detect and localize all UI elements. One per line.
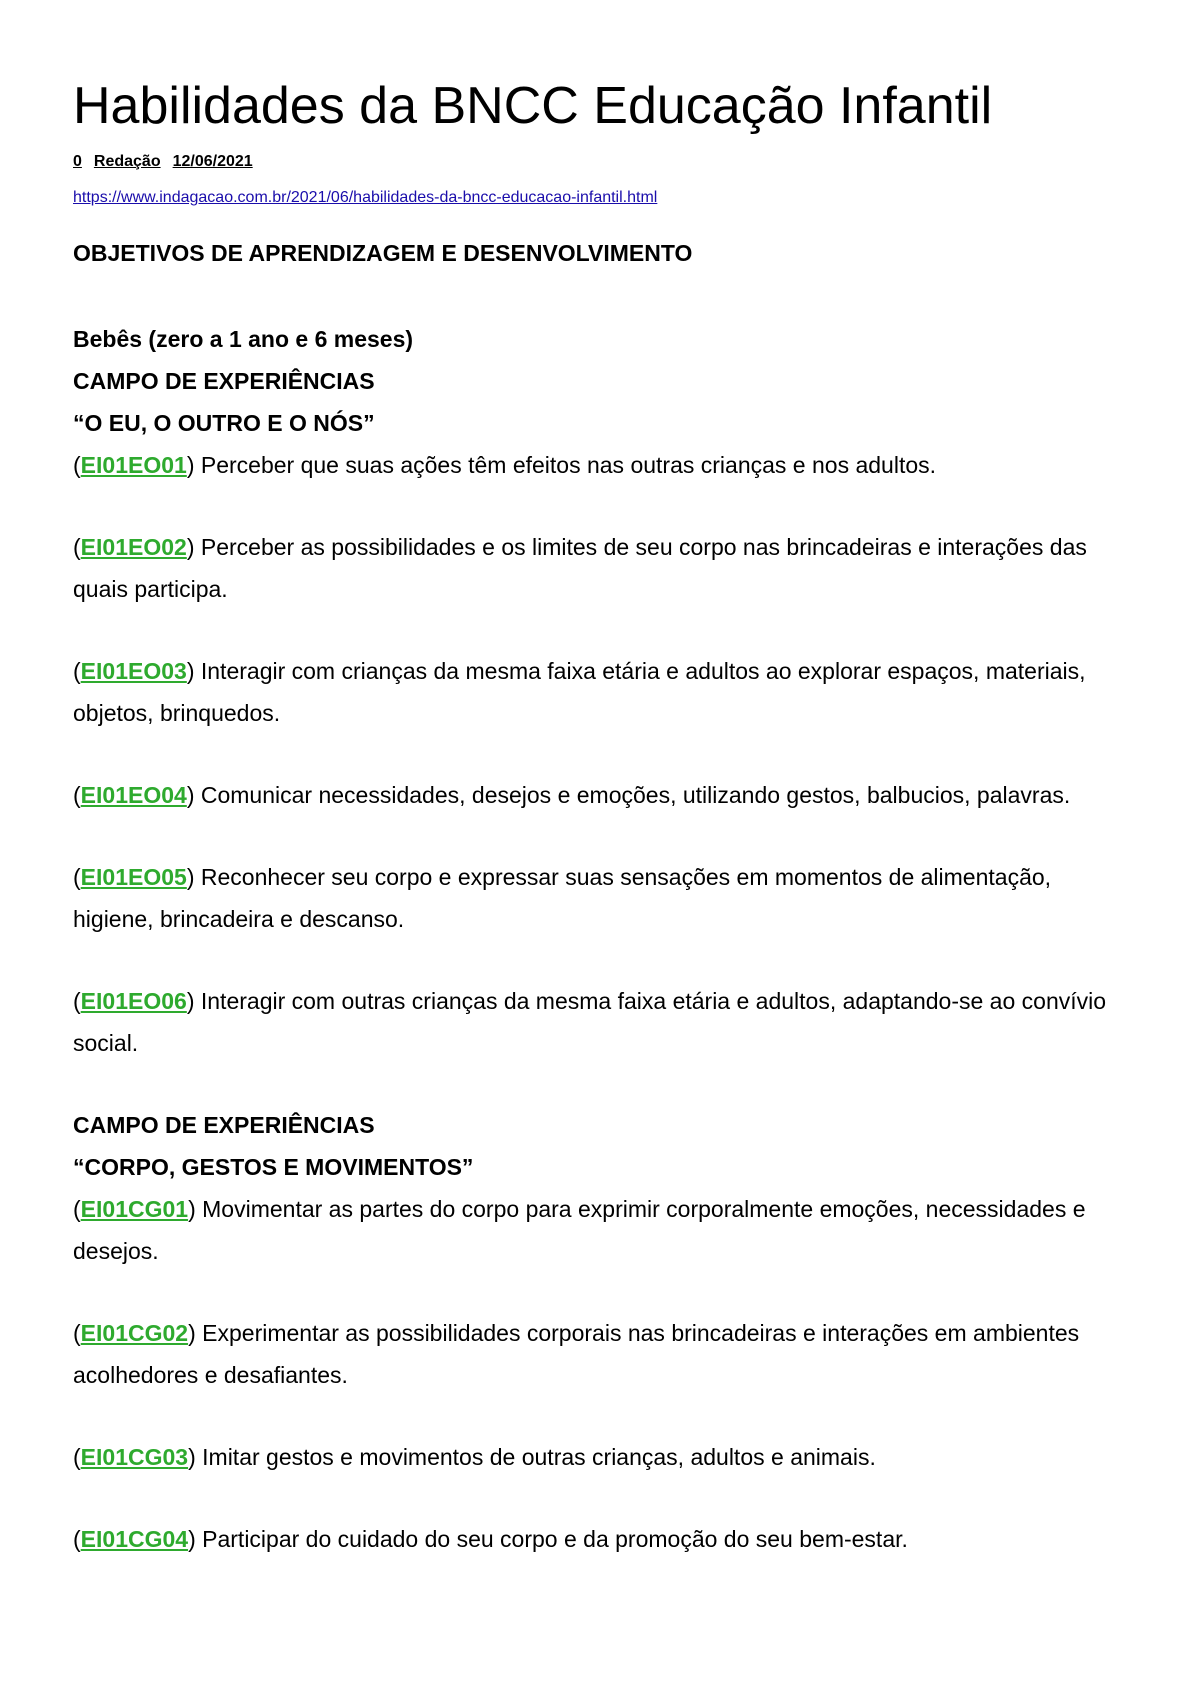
objective-code-link[interactable]: EI01EO03 bbox=[80, 658, 187, 684]
objective-text: Reconhecer seu corpo e expressar suas sensações em momentos de alimentação, higiene, brincadeira e descanso. bbox=[73, 864, 1052, 932]
date-link[interactable]: 12/06/2021 bbox=[172, 153, 253, 170]
campo-section-eu-outro-nos bbox=[73, 360, 1133, 444]
objective-code-link[interactable]: EI01EO01 bbox=[80, 452, 187, 478]
campo-label: CAMPO DE EXPERIÊNCIAS bbox=[73, 1112, 375, 1138]
objective-code-link[interactable]: EI01CG03 bbox=[80, 1444, 189, 1470]
objective-text: Interagir com crianças da mesma faixa etária e adultos ao explorar espaços, materiais, objetos, brinquedos. bbox=[73, 658, 1086, 726]
objective-item: (EI01EO05) Reconhecer seu corpo e expressar suas sensações em momentos de alimentação, higiene, brincadeira e descanso. bbox=[73, 864, 1052, 932]
author-link[interactable]: Redação bbox=[93, 153, 161, 170]
source-url-link[interactable]: https://www.indagacao.com.br/2021/06/habilidades-da-bncc-educacao-infantil.html bbox=[73, 189, 658, 206]
objective-item: (EI01CG04) Participar do cuidado do seu corpo e da promoção do seu bem-estar. bbox=[73, 1526, 908, 1552]
objective-text: Experimentar as possibilidades corporais nas brincadeiras e interações em ambientes acolhedores e desafiantes. bbox=[73, 1320, 1080, 1388]
objective-text: Perceber as possibilidades e os limites de seu corpo nas brincadeiras e interações das quais participa. bbox=[73, 534, 1087, 602]
objective-text: Interagir com outras crianças da mesma faixa etária e adultos, adaptando-se ao convívio social. bbox=[73, 988, 1107, 1056]
objective-item: (EI01EO06) Interagir com outras crianças da mesma faixa etária e adultos, adaptando-se ao convívio social. bbox=[73, 988, 1107, 1056]
campo-name: “CORPO, GESTOS E MOVIMENTOS” bbox=[73, 1154, 474, 1180]
objective-code-link[interactable]: EI01EO06 bbox=[80, 988, 187, 1014]
objective-code-link[interactable]: EI01CG01 bbox=[80, 1196, 189, 1222]
campo-label: CAMPO DE EXPERIÊNCIAS bbox=[73, 368, 375, 394]
document-body bbox=[73, 318, 1133, 1560]
objective-item: (EI01EO03) Interagir com crianças da mesma faixa etária e adultos ao explorar espaços, materiais, objetos, brinquedos. bbox=[73, 658, 1086, 726]
campo-section-corpo-gestos bbox=[73, 1104, 1133, 1188]
objective-text: Movimentar as partes do corpo para exprimir corporalmente emoções, necessidades e desejos. bbox=[73, 1196, 1086, 1264]
campo-name: “O EU, O OUTRO E O NÓS” bbox=[73, 410, 375, 436]
objective-item: (EI01CG01) Movimentar as partes do corpo para exprimir corporalmente emoções, necessidades e desejos. bbox=[73, 1196, 1086, 1264]
objective-item: (EI01EO01) Perceber que suas ações têm efeitos nas outras crianças e nos adultos. bbox=[73, 452, 937, 478]
main-heading: OBJETIVOS DE APRENDIZAGEM E DESENVOLVIMENTO bbox=[73, 240, 693, 266]
objective-item: (EI01CG03) Imitar gestos e movimentos de outras crianças, adultos e animais. bbox=[73, 1444, 876, 1470]
objective-text: Comunicar necessidades, desejos e emoções, utilizando gestos, balbucios, palavras. bbox=[200, 782, 1071, 808]
objective-code-link[interactable]: EI01EO02 bbox=[80, 534, 187, 560]
objective-code-link[interactable]: EI01CG02 bbox=[80, 1320, 189, 1346]
objective-code-link[interactable]: EI01CG04 bbox=[80, 1526, 189, 1552]
objective-text: Perceber que suas ações têm efeitos nas outras crianças e nos adultos. bbox=[200, 452, 937, 478]
post-meta bbox=[73, 152, 253, 172]
age-group-heading: Bebês (zero a 1 ano e 6 meses) bbox=[73, 326, 414, 352]
objective-item: (EI01CG02) Experimentar as possibilidades corporais nas brincadeiras e interações em ambientes acolhedores e desafiantes. bbox=[73, 1320, 1080, 1388]
objective-text: Participar do cuidado do seu corpo e da promoção do seu bem-estar. bbox=[202, 1526, 908, 1552]
objective-code-link[interactable]: EI01EO05 bbox=[80, 864, 187, 890]
document-title: Habilidades da BNCC Educação Infantil bbox=[73, 77, 993, 135]
comment-count-link[interactable]: 0 bbox=[73, 153, 82, 170]
objective-item: (EI01EO04) Comunicar necessidades, desejos e emoções, utilizando gestos, balbucios, palavras. bbox=[73, 782, 1071, 808]
objective-code-link[interactable]: EI01EO04 bbox=[80, 782, 187, 808]
objective-text: Imitar gestos e movimentos de outras crianças, adultos e animais. bbox=[202, 1444, 876, 1470]
objective-item: (EI01EO02) Perceber as possibilidades e os limites de seu corpo nas brincadeiras e interações das quais participa. bbox=[73, 534, 1087, 602]
